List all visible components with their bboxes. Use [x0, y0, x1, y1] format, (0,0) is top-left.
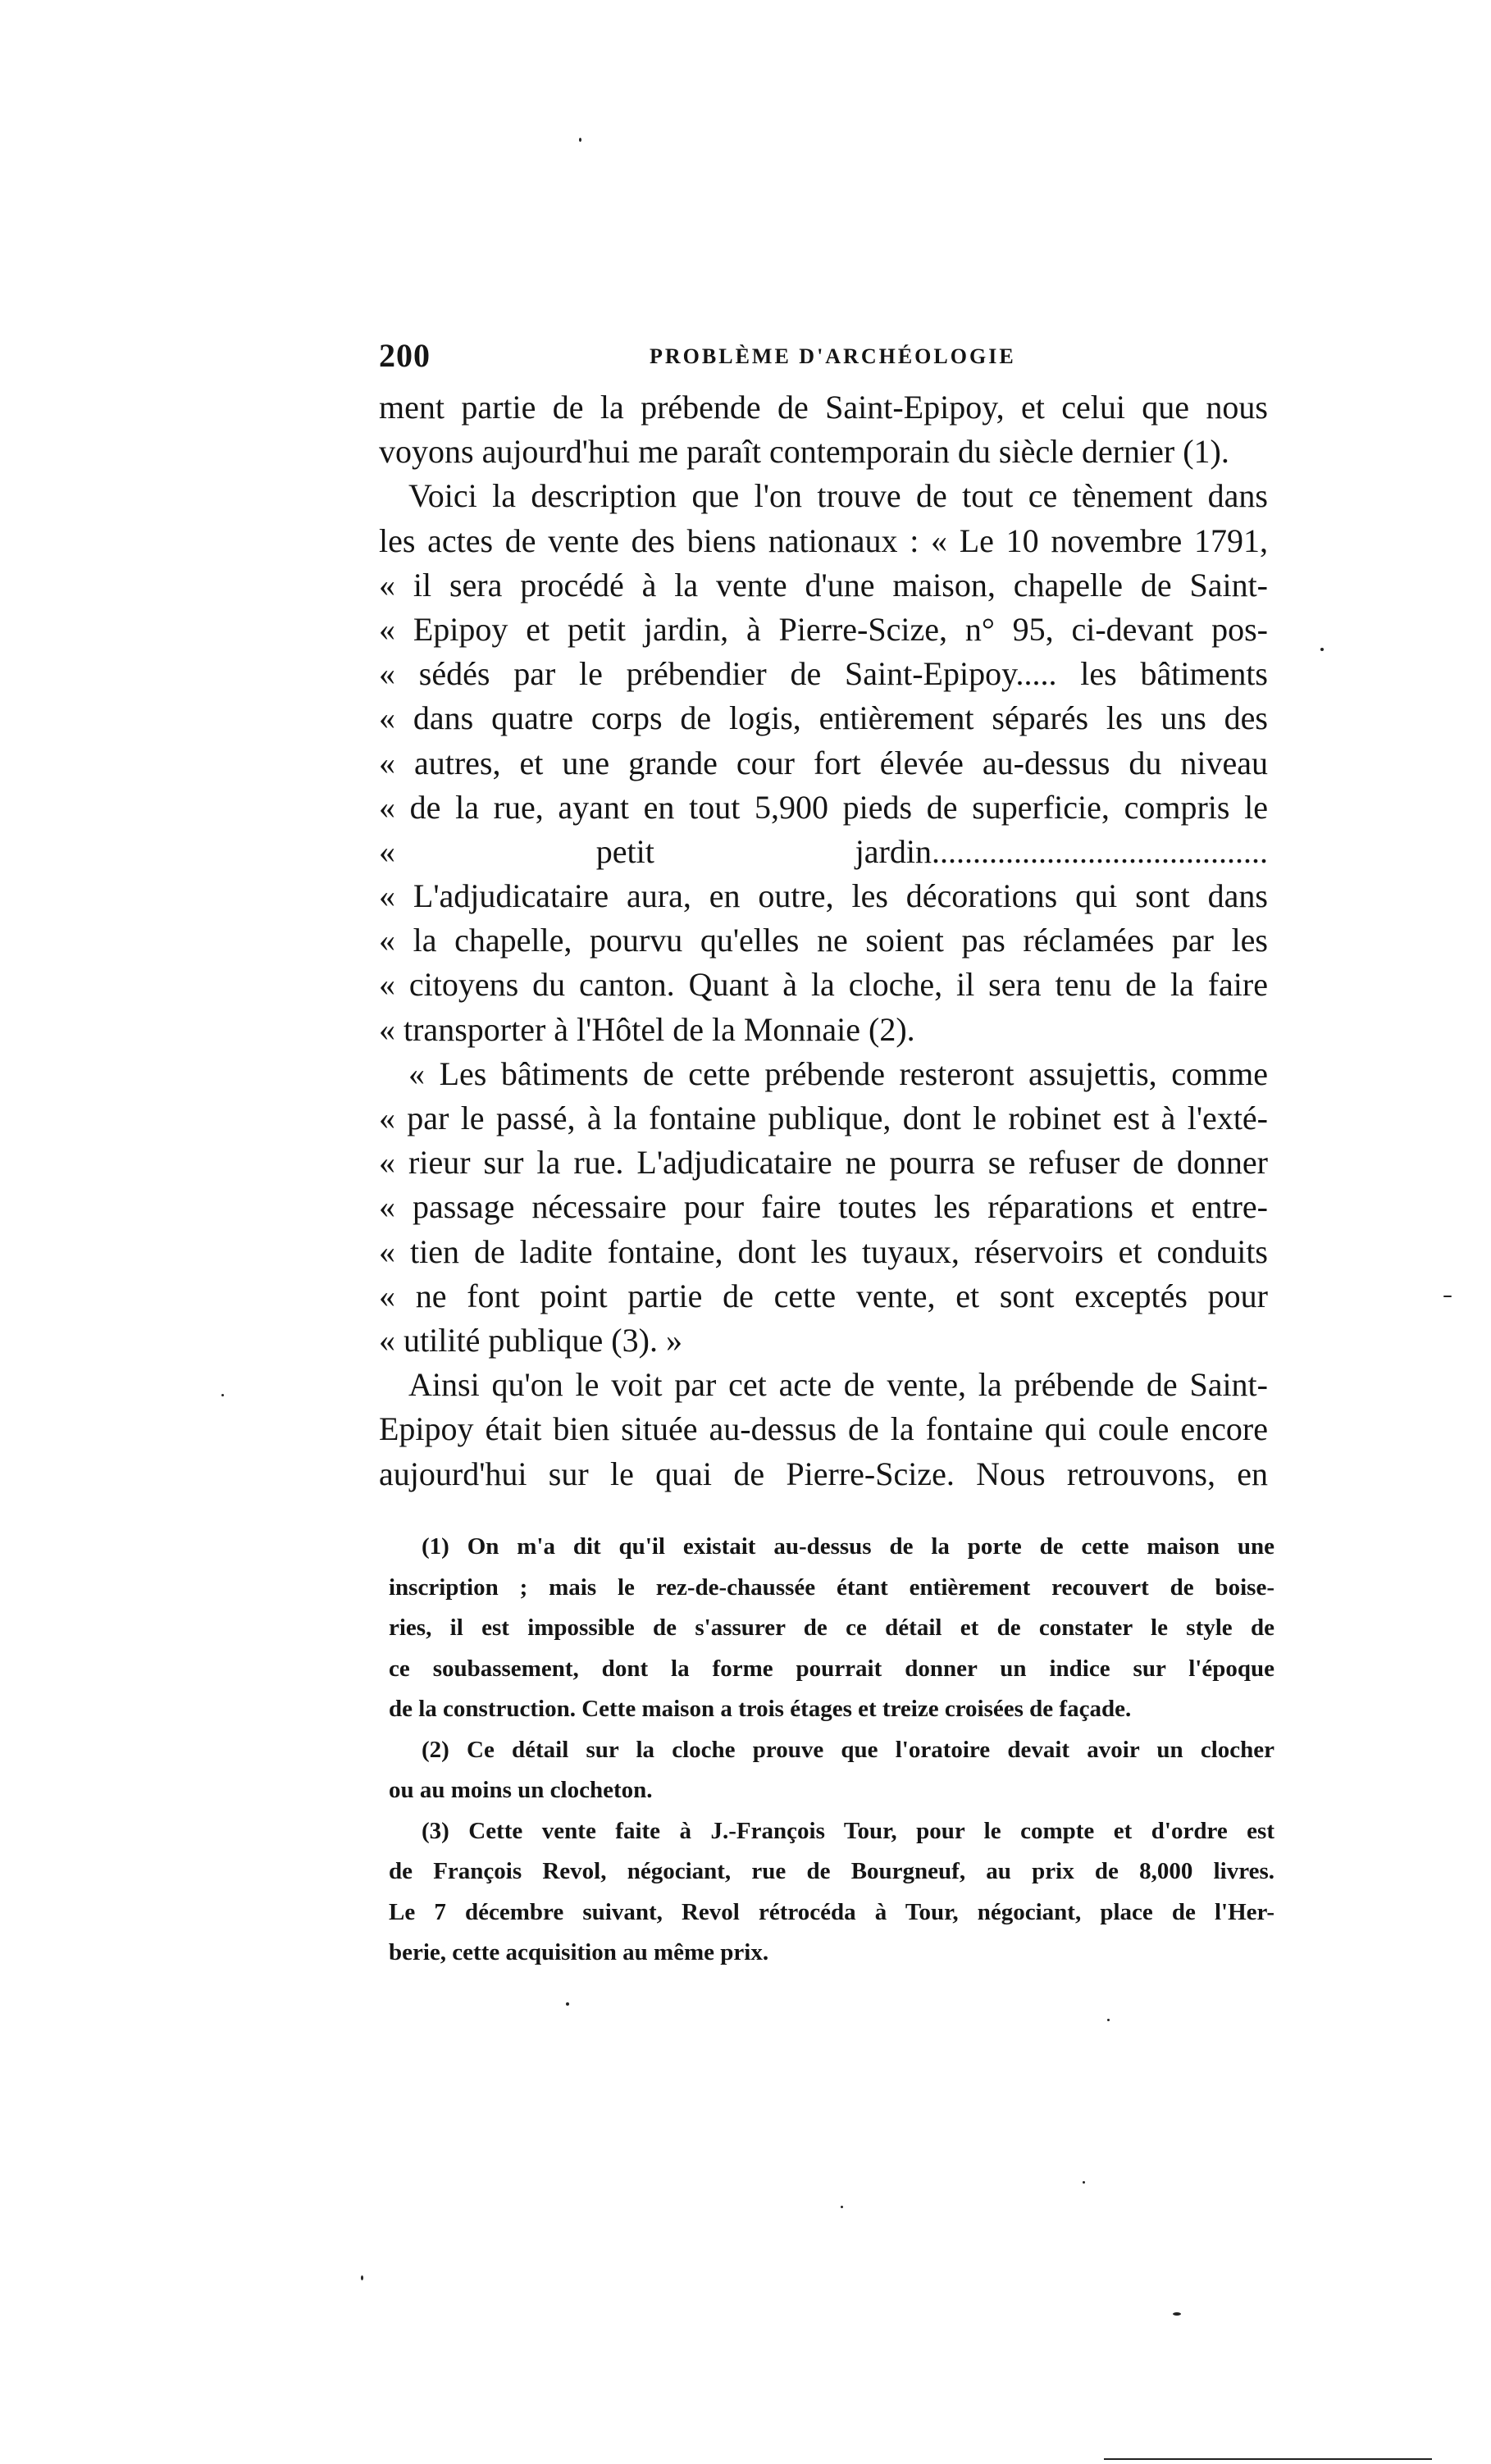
text-line: « petit jardin......................................... — [379, 832, 1268, 870]
running-title: PROBLÈME D'ARCHÉOLOGIE — [650, 344, 1016, 368]
scan-speck — [1107, 2019, 1110, 2021]
footnote-line: Le 7 décembre suivant, Revol rétrocéda à Tour, négociant, place de l'Her- — [389, 1898, 1274, 1925]
text-line: « dans quatre corps de logis, entièrement séparés les uns des — [379, 699, 1268, 737]
text-line: Epipoy était bien située au-dessus de la fontaine qui coule encore — [379, 1410, 1268, 1448]
text-line: « tien de ladite fontaine, dont les tuyaux, réservoirs et conduits — [379, 1232, 1268, 1270]
scan-speck — [1173, 2312, 1181, 2316]
scan-speck — [1443, 1296, 1452, 1297]
footnote-line: (1) On m'a dit qu'il existait au-dessus de la porte de cette maison une — [422, 1533, 1274, 1560]
text-line: « Les bâtiments de cette prébende resteront assujettis, comme — [408, 1054, 1268, 1092]
footnote-line: (3) Cette vente faite à J.-François Tour, pour le compte et d'ordre est — [422, 1817, 1274, 1844]
text-line: « utilité publique (3). » — [379, 1321, 682, 1359]
text-line: « la chapelle, pourvu qu'elles ne soient pas réclamées par les — [379, 922, 1268, 959]
text-line: « sédés par le prébendier de Saint-Epipoy..... les bâtiments — [379, 655, 1268, 693]
text-line: « Epipoy et petit jardin, à Pierre-Scize, n° 95, ci-devant pos- — [379, 610, 1268, 648]
scan-speck — [361, 2275, 363, 2280]
footnote-line: ce soubassement, dont la forme pourrait donner un indice sur l'époque — [389, 1655, 1274, 1682]
footnote-line: inscription ; mais le rez-de-chaussée étant entièrement recouvert de boise- — [389, 1574, 1274, 1601]
page-header — [379, 335, 1268, 376]
scan-speck — [841, 2206, 843, 2208]
text-line: « transporter à l'Hôtel de la Monnaie (2). — [379, 1010, 915, 1048]
footnote-line: ries, il est impossible de s'assurer de ce détail et de constater le style de — [389, 1615, 1274, 1641]
footnotes — [389, 1527, 1274, 1974]
main-text — [379, 385, 1268, 1496]
footnote-line: ou au moins un clocheton. — [389, 1777, 653, 1803]
scan-speck — [1104, 2458, 1432, 2460]
text-line: « par le passé, à la fontaine publique, dont le robinet est à l'exté- — [379, 1100, 1268, 1136]
footnote-line: de François Revol, négociant, rue de Bourgneuf, au prix de 8,000 livres. — [389, 1858, 1274, 1884]
scan-speck — [566, 2002, 569, 2006]
text-line: « il sera procédé à la vente d'une maison, chapelle de Saint- — [379, 566, 1268, 603]
scan-speck — [221, 1394, 224, 1396]
text-line: ment partie de la prébende de Saint-Epipoy, et celui que nous — [379, 389, 1268, 426]
text-line: « passage nécessaire pour faire toutes les réparations et entre- — [379, 1188, 1268, 1226]
text-line: « rieur sur la rue. L'adjudicataire ne pourra se refuser de donner — [379, 1144, 1268, 1182]
text-line: « de la rue, ayant en tout 5,900 pieds de superficie, compris le — [379, 788, 1268, 826]
footnote-line: de la construction. Cette maison a trois étages et treize croisées de façade. — [389, 1696, 1132, 1722]
text-line: « autres, et une grande cour fort élevée au-dessus du niveau — [379, 744, 1268, 781]
text-line: « L'adjudicataire aura, en outre, les décorations qui sont dans — [379, 877, 1268, 915]
text-line: Ainsi qu'on le voit par cet acte de vente, la prébende de Saint- — [408, 1366, 1268, 1404]
footnote-line: berie, cette acquisition au même prix. — [389, 1939, 769, 1965]
text-line: voyons aujourd'hui me paraît contemporain du siècle dernier (1). — [379, 433, 1229, 471]
scan-speck — [579, 138, 581, 142]
text-line: Voici la description que l'on trouve de tout ce tènement dans — [408, 477, 1268, 515]
scan-speck — [1083, 2181, 1085, 2184]
text-line: les actes de vente des biens nationaux : « Le 10 novembre 1791, — [379, 521, 1268, 559]
text-line: « citoyens du canton. Quant à la cloche, il sera tenu de la faire — [379, 966, 1268, 1004]
footnote-line: (2) Ce détail sur la cloche prouve que l'oratoire devait avoir un clocher — [422, 1736, 1274, 1763]
text-line: aujourd'hui sur le quai de Pierre-Scize. Nous retrouvons, en — [379, 1455, 1268, 1492]
text-line: « ne font point partie de cette vente, et sont exceptés pour — [379, 1277, 1268, 1314]
scan-speck — [1320, 648, 1324, 651]
page-number: 200 — [379, 337, 431, 374]
